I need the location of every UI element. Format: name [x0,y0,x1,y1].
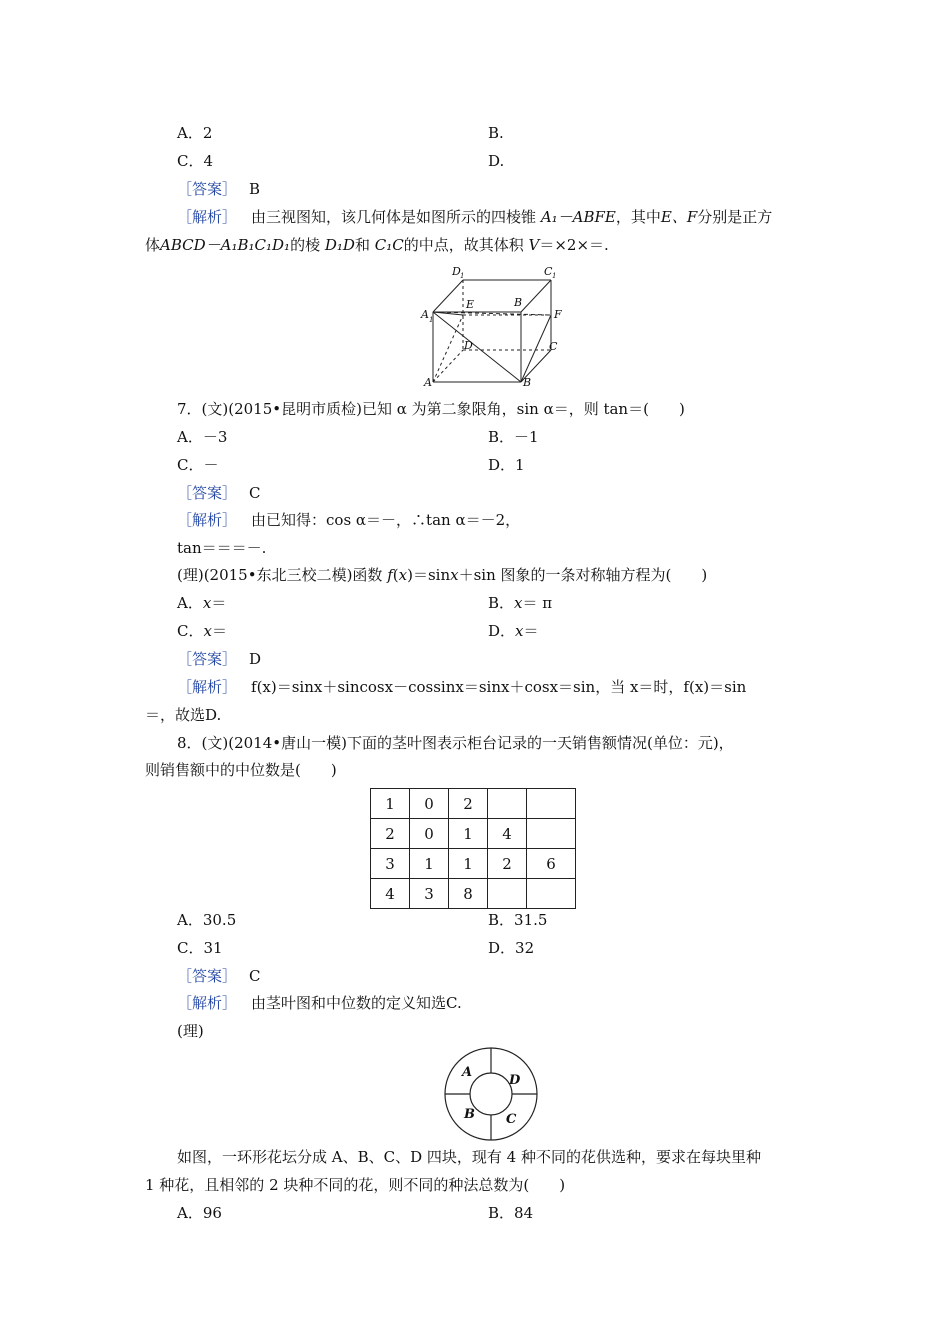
q8-option-d: D．32 [488,939,535,957]
cube-pyramid-figure [420,262,570,392]
table-cell: 8 [449,879,488,909]
option-value: ＝ [211,622,227,640]
q6-analysis-text: 由三视图知，该几何体是如图所示的四棱锥 [251,208,537,226]
table-cell: 0 [410,789,449,819]
q7li-stem [177,566,707,584]
q6-answer: B [249,180,261,198]
table-cell: 6 [527,849,576,879]
ring-label-a: A [462,1065,473,1080]
q7-analysis-text: 由已知得：cos α＝－，∴tan α＝－2， [251,511,521,529]
option-x: x [202,594,212,612]
table-cell [527,819,576,849]
table-cell: 1 [449,819,488,849]
q7-analysis-line-1 [177,511,520,529]
option-prefix: D． [488,622,516,640]
table-row [371,849,576,879]
cube-label-c1: C [544,265,553,278]
table-row [371,819,576,849]
q7li-stem-text: ＋sin 图象的一条对称轴方程为( ) [458,566,708,584]
q7li-option-b [488,594,552,612]
q6-edge-d1d: D₁D [324,236,355,254]
q7li-x: x [398,566,408,584]
analysis-tag: ［解析］ [177,678,238,696]
cube-label-b: B [523,376,532,389]
table-cell: 1 [371,789,410,819]
cube-label-b1: B [514,296,523,309]
option-value: ＝ π [522,594,553,612]
q8-answer: C [249,967,261,985]
option-value: ＝ [211,594,227,612]
q7li-analysis-line-1 [177,678,746,696]
q7-stem: 7．(文)(2015•昆明市质检)已知 α 为第二象限角，sin α＝，则 tan＝( ) [177,400,685,418]
answer-tag: ［答案］ [177,180,238,198]
q6-analysis-text: ，其中 [615,208,661,226]
cube-label-a: A [424,376,432,389]
stem-leaf-table [370,788,576,909]
cube-label-e: E [466,298,475,311]
q6-analysis-text: ＝×2×＝. [539,236,609,254]
table-cell: 2 [449,789,488,819]
ring-label-d: D [509,1073,521,1088]
q7li-stem-text: (理)(2015•东北三校二模)函数 [177,566,383,584]
table-cell: 2 [488,849,527,879]
q6-analysis-line-1 [177,208,772,226]
q7li-stem-text: ( [392,566,399,584]
q7-option-c: C．－ [177,456,219,474]
ring-flowerbed-figure [443,1046,539,1142]
q7li-analysis-text: f(x)＝sinx＋sincosx－cossinx＝sinx＋cosx＝sin，当 x＝时，f(x)＝sin [251,678,747,696]
q8-option-c: C．31 [177,939,223,957]
cube-label-d: D [464,339,473,352]
cube-subscript: 1 [460,272,465,280]
cube-subscript: 1 [429,316,434,324]
q8-stem-line-1: 8．(文)(2014•唐山一模)下面的茎叶图表示柜台记录的一天销售额情况(单位：元)， [177,734,734,752]
q6-analysis-line-2 [145,236,609,254]
q7-option-b: B．－1 [488,428,539,446]
cube-label-d1: D [452,265,461,278]
table-row [371,789,576,819]
table-cell: 1 [410,849,449,879]
q8-analysis-line [177,994,462,1012]
q6-edge-c1c: C₁C [374,236,404,254]
ring-label-c: C [506,1112,517,1127]
q6-analysis-text: 分别是正方 [697,208,773,226]
table-cell [488,789,527,819]
q8-stem-line-2: 则销售额中的中位数是( ) [145,761,337,779]
q6-analysis-text: 的中点，故其体积 [403,236,524,254]
table-cell: 4 [488,819,527,849]
table-cell: 2 [371,819,410,849]
q8li-text-line-1: 如图，一环形花坛分成 A、B、C、D 四块，现有 4 种不同的花供选种，要求在每块里种 [177,1148,761,1166]
cube-label-c: C [549,340,558,353]
q6-volume-symbol: V [528,236,540,254]
analysis-tag: ［解析］ [177,994,238,1012]
q6-pyramid-name: A₁－ABFE [540,208,616,226]
q8-answer-line [177,967,261,985]
q7-answer: C [249,484,261,502]
table-cell: 0 [410,819,449,849]
q7li-option-a [177,594,226,612]
q7li-answer: D [249,650,262,668]
option-x: x [514,594,523,612]
q8-li-tag: (理) [177,1022,204,1040]
table-cell: 4 [371,879,410,909]
answer-tag: ［答案］ [177,650,238,668]
q7li-f: f [387,566,393,584]
cube-label-a1: A [421,308,429,321]
option-prefix: B． [488,594,515,612]
ring-label-b: B [464,1107,475,1122]
table-cell: 3 [410,879,449,909]
table-cell [527,879,576,909]
option-prefix: A． [177,594,203,612]
q8-analysis-text: 由茎叶图和中位数的定义知选C. [251,994,462,1012]
option-value: ＝ [523,622,539,640]
q6-option-b: B. [488,124,504,142]
q6-option-a: A．2 [177,124,213,142]
analysis-tag: ［解析］ [177,511,238,529]
q7li-analysis-line-2: ＝，故选D. [145,706,222,724]
q8-option-b: B．31.5 [488,911,548,929]
q8li-option-b: B．84 [488,1204,534,1222]
q6-cube-name: ABCD－A₁B₁C₁D₁ [160,236,291,254]
q8li-text-line-2: 1 种花，且相邻的 2 块种不同的花，则不同的种法总数为( ) [145,1176,566,1194]
option-x: x [515,622,524,640]
q7li-x: x [450,566,459,584]
q6-analysis-text: 的棱 [290,236,321,254]
cube-subscript: 1 [552,272,557,280]
table-cell: 1 [449,849,488,879]
q7li-stem-text: )＝sin [407,566,451,584]
option-x: x [203,622,212,640]
q7li-option-c [177,622,227,640]
table-cell [527,789,576,819]
q6-analysis-text: 体 [145,236,161,254]
cube-label-f: F [554,308,562,321]
option-prefix: C． [177,622,204,640]
q8li-option-a: A．96 [177,1204,222,1222]
q8-option-a: A．30.5 [177,911,237,929]
q7li-option-d [488,622,539,640]
analysis-tag: ［解析］ [177,208,238,226]
q6-points-ef: E、F [660,208,698,226]
q7-option-a: A．－3 [177,428,228,446]
q6-analysis-text: 和 [354,236,370,254]
q6-option-d: D. [488,152,505,170]
q7-analysis-line-2: tan＝＝＝－. [177,539,267,557]
q7-option-d: D．1 [488,456,525,474]
q7-answer-line [177,484,261,502]
table-row [371,879,576,909]
table-cell: 3 [371,849,410,879]
q7li-answer-line [177,650,261,668]
q6-option-c: C．4 [177,152,214,170]
q6-answer-line [177,180,260,198]
table-cell [488,879,527,909]
answer-tag: ［答案］ [177,967,238,985]
answer-tag: ［答案］ [177,484,238,502]
